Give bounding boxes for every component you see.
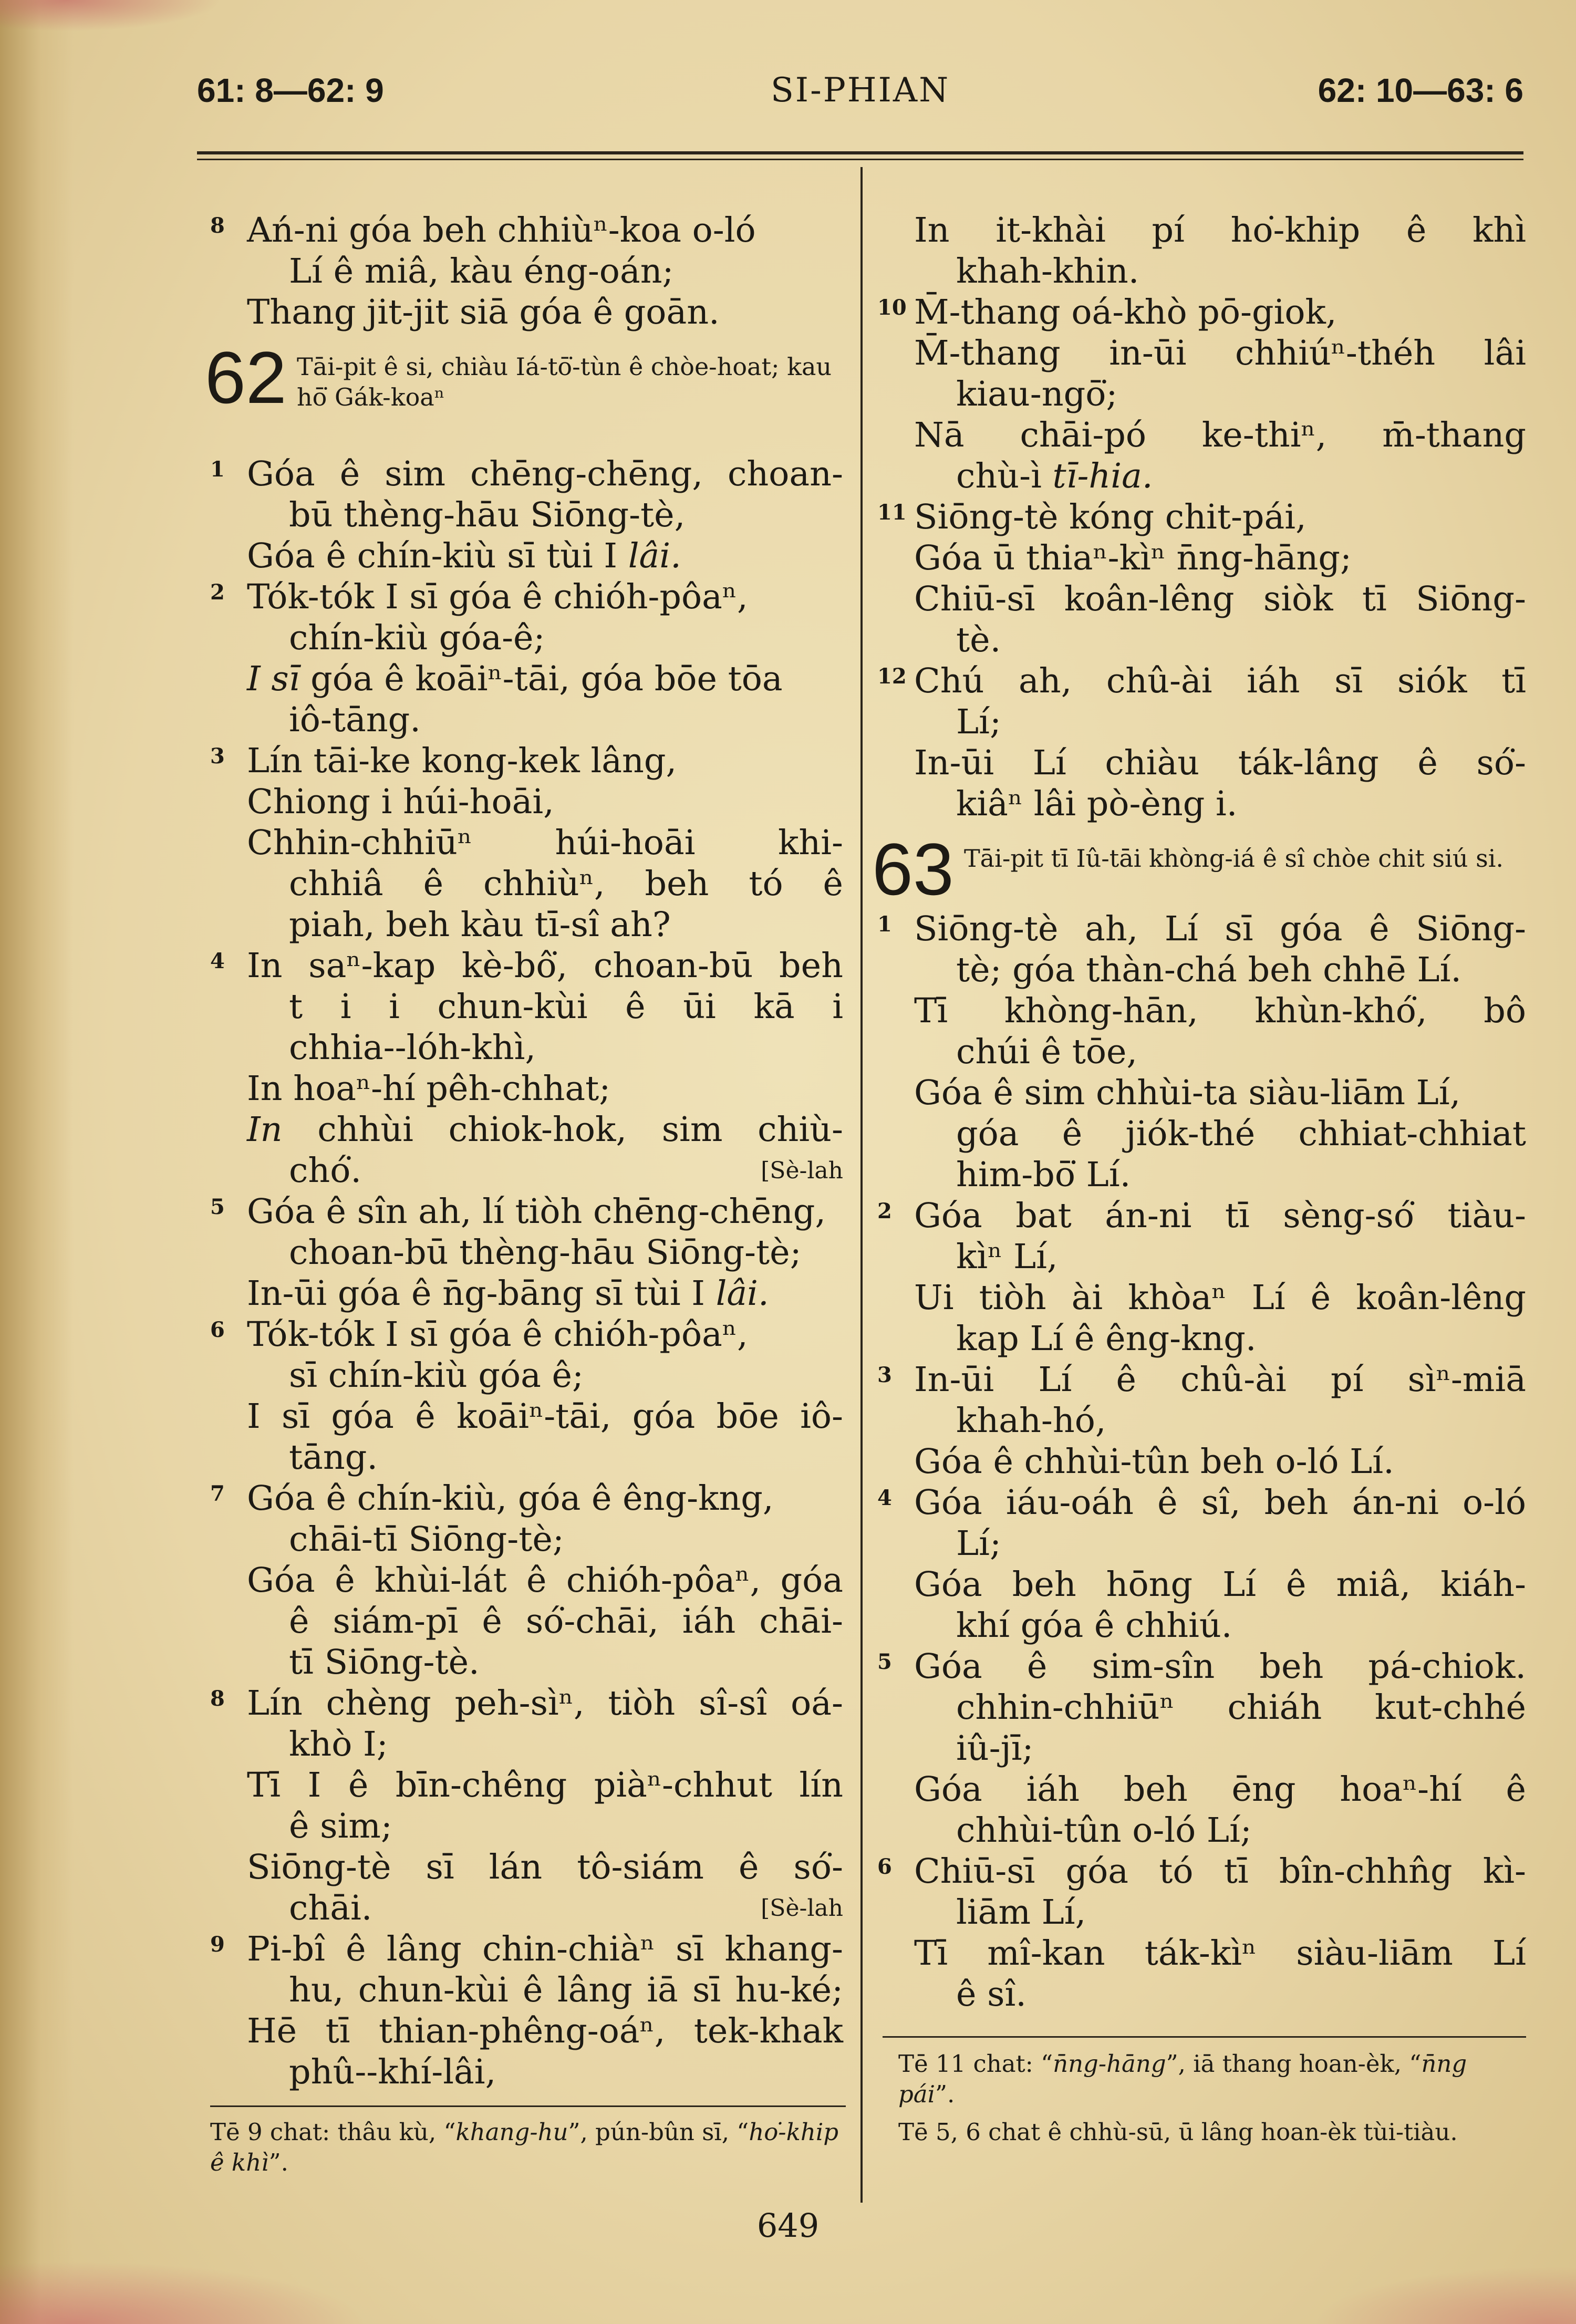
chapter-63-heading <box>872 828 1526 910</box>
verse-number: 10 <box>877 295 907 320</box>
verse-line: In chhùi chiok-hok, sim chiù- <box>247 1110 843 1149</box>
verse-number: 6 <box>877 1854 892 1879</box>
verse-line: Góa ū thiaⁿ-kìⁿ n̄ng-hāng; <box>914 538 1352 578</box>
verse-62-1 <box>210 454 843 577</box>
page-stain <box>0 2261 368 2324</box>
verse-line: Chhin-chhiūⁿ húi-hoāi khi- <box>247 823 843 863</box>
verse-line: sī chín-kiù góa ê; <box>289 1356 584 1395</box>
running-header <box>197 71 1523 118</box>
verse-line: Góa ê sîn ah, lí tiòh chēng-chēng, <box>247 1192 826 1231</box>
verse-63-3 <box>877 1360 1526 1482</box>
verse-line: kiau-ngō͘; <box>956 375 1118 414</box>
verse-number: 5 <box>210 1195 225 1219</box>
verse-line: Siōng-tè kóng chit-pái, <box>914 497 1307 537</box>
verse-line: Pi-bî ê lâng chin-chiàⁿ sī khang- <box>247 1929 843 1969</box>
verse-line: Tī I ê bīn-chêng piàⁿ-chhut lín <box>247 1766 843 1805</box>
verse-line: tāng. <box>289 1438 378 1477</box>
verse-line: I sī góa ê koāiⁿ-tāi, góa bōe tōa <box>247 659 783 699</box>
footnote-right-2: Tē 5, 6 chat ê chhù-sū, ū lâng hoan-èk tùi-tiàu. <box>898 2118 1458 2146</box>
verse-line: iû-jī; <box>956 1729 1034 1768</box>
verse-line: chāi-tī Siōng-tè; <box>289 1520 564 1559</box>
chapter-62-heading <box>205 336 843 454</box>
verse-line: chhiâ ê chhiùⁿ, beh tó ê <box>289 864 843 904</box>
verse-line: chúi ê tōe, <box>956 1032 1138 1072</box>
verse-62-6 <box>210 1314 843 1478</box>
verse-63-4 <box>877 1482 1526 1646</box>
selah-mark: [Sè-lah <box>761 1895 843 1922</box>
verse-line: khah-khin. <box>956 252 1139 291</box>
verse-line: Lín chèng peh-sìⁿ, tiòh sî-sî oá- <box>247 1684 843 1723</box>
verse-line: phû--khí-lâi, <box>289 2052 496 2092</box>
verse-line: iô-tāng. <box>289 700 421 740</box>
verse-line: Lí ê miâ, kàu éng-oán; <box>289 252 674 291</box>
verse-line: I sī góa ê koāiⁿ-tāi, góa bōe iô- <box>247 1397 843 1436</box>
verse-line: Tī khòng-hān, khùn-khó͘, bô <box>914 991 1526 1031</box>
verse-line: kap Lí ê êng-kng. <box>956 1319 1257 1358</box>
verse-line: In-ūi Lí ê chû-ài pí sìⁿ-miā <box>914 1360 1526 1399</box>
page-number: 649 <box>756 2206 820 2245</box>
verse-line: In-ūi Lí chiàu ták-lâng ê só͘- <box>914 743 1526 783</box>
verse-line: t i i chun-kùi ê ūi kā i <box>289 987 843 1026</box>
footnote-right-1: Tē 11 chat: “n̄ng-hāng”, iā thang hoan-èk, “n̄ng pái”. <box>898 2050 1467 2108</box>
verse-number: 4 <box>210 949 225 973</box>
verse-line: Chiū-sī góa tó tī bîn-chhn̂g kì- <box>914 1852 1526 1891</box>
verse-line: choan-bū thèng-hāu Siōng-tè; <box>289 1233 802 1272</box>
verse-number: 7 <box>210 1481 225 1506</box>
verse-line: Siōng-tè sī lán tô-siám ê só͘- <box>247 1848 843 1887</box>
verse-number: 5 <box>877 1649 892 1674</box>
verse-line: Góa bat án-ni tī sèng-só͘ tiàu- <box>914 1196 1526 1236</box>
header-range-left: 61: 8—62: 9 <box>197 71 384 109</box>
verse-line: Ań-ni góa beh chhiùⁿ-koa o-ló <box>247 211 756 250</box>
chapter-superscription: Tāi-pit ê si, chiàu Iá-tō͘-tùn ê chòe-hoat; kau hō͘ Gák-koaⁿ <box>297 352 832 411</box>
verse-line: Góa ê sim-sîn beh pá-chiok. <box>914 1647 1526 1686</box>
verse-line: Ui tiòh ài khòaⁿ Lí ê koân-lêng <box>914 1278 1526 1317</box>
verse-line: In hoaⁿ-hí pêh-chhat; <box>247 1069 611 1108</box>
verse-62-12 <box>877 661 1526 825</box>
verse-line: Góa ê sim chhùi-ta siàu-liām Lí, <box>914 1073 1461 1113</box>
page-stain <box>0 0 221 32</box>
verse-63-2 <box>877 1196 1526 1360</box>
footnote-rule <box>883 2036 1526 2038</box>
verse-line: Chú ah, chû-ài iáh sī siók tī <box>914 661 1526 701</box>
verse-61-8 <box>210 210 843 333</box>
verse-line: ê sim; <box>289 1807 392 1846</box>
verse-62-5 <box>210 1191 843 1314</box>
verse-line: Thang jit-jit siā góa ê goān. <box>247 293 720 332</box>
verse-number: 12 <box>877 664 907 689</box>
verse-line: Lín tāi-ke kong-kek lâng, <box>247 741 677 781</box>
header-rule <box>197 151 1523 154</box>
verse-line: Nā chāi-pó ke-thiⁿ, m̄-thang <box>914 416 1526 455</box>
verse-number: 11 <box>877 500 907 525</box>
verse-line: chó͘. [Sè-lah <box>289 1151 843 1190</box>
verse-62-3 <box>210 741 843 946</box>
verse-line: tè. <box>956 620 1001 660</box>
verse-number: 6 <box>210 1317 225 1342</box>
verse-line: chhin-chhiūⁿ chiáh kut-chhé <box>956 1688 1526 1727</box>
verse-63-1 <box>877 909 1526 1196</box>
verse-63-5 <box>877 1646 1526 1851</box>
verse-line: Góa beh hōng Lí ê miâ, kiáh- <box>914 1565 1526 1604</box>
verse-line: chāi. [Sè-lah <box>289 1889 843 1928</box>
verse-line: Hē tī thian-phêng-oáⁿ, tek-khak <box>247 2011 843 2051</box>
verse-62-8 <box>210 1683 843 1929</box>
verse-line: kìⁿ Lí, <box>956 1237 1058 1277</box>
footnote-left: Tē 9 chat: thâu kù, “khang-hu”, pún-bûn sī, “ho͘-khip ê khì”. <box>210 2118 839 2176</box>
verse-number: 2 <box>877 1199 892 1223</box>
verse-line: chù-ì tī-hia. <box>956 456 1153 496</box>
verse-line: góa ê jiók-thé chhiat-chhiat <box>956 1114 1526 1154</box>
verse-line: him-bō͘ Lí. <box>956 1155 1131 1195</box>
chapter-number: 62 <box>205 336 287 419</box>
verse-line: chhùi-tûn o-ló Lí; <box>956 1811 1252 1850</box>
verse-line: piah, beh kàu tī-sî ah? <box>289 905 671 945</box>
footnote-rule <box>210 2105 846 2107</box>
verse-62-2 <box>210 577 843 741</box>
verse-line: Góa ê chín-kiù sī tùi I lâi. <box>247 536 681 576</box>
verse-line: khí góa ê chhiú. <box>956 1606 1232 1645</box>
verse-line: Chiong i húi-hoāi, <box>247 782 554 822</box>
verse-62-4 <box>210 946 843 1191</box>
verse-line: In it-khài pí ho͘-khip ê khì <box>914 211 1526 250</box>
verse-number: 8 <box>210 1686 225 1711</box>
verse-line: tī Siōng-tè. <box>289 1643 480 1682</box>
verse-line: M̄-thang oá-khò pō-giok, <box>914 293 1337 332</box>
verse-number: 1 <box>877 912 892 937</box>
verse-line: Tók-tók I sī góa ê chióh-pôaⁿ, <box>247 1315 748 1354</box>
page-stain <box>1313 2266 1576 2324</box>
verse-number: 3 <box>210 744 225 769</box>
verse-line: Góa iáh beh ēng hoaⁿ-hí ê <box>914 1770 1526 1809</box>
verse-line: ê siám-pī ê só͘-chāi, iáh chāi- <box>289 1602 843 1641</box>
verse-line: bū thèng-hāu Siōng-tè, <box>289 495 686 535</box>
verse-63-6 <box>877 1851 1526 2015</box>
chapter-superscription: Tāi-pit tī Iû-tāi khòng-iá ê sî chòe chit siú si. <box>964 844 1504 873</box>
verse-line: Góa ê chhùi-tûn beh o-ló Lí. <box>914 1442 1394 1481</box>
verse-62-10 <box>877 292 1526 497</box>
verse-62-9 <box>210 1929 843 2093</box>
verse-line: Chiū-sī koân-lêng siòk tī Siōng- <box>914 579 1526 619</box>
verse-line: hu, chun-kùi ê lâng iā sī hu-ké; <box>289 1970 843 2010</box>
verse-line: chhia--lóh-khì, <box>289 1028 536 1067</box>
verse-line: chín-kiù góa-ê; <box>289 618 545 658</box>
verse-number: 1 <box>210 457 225 482</box>
verse-line: Tī mî-kan ták-kìⁿ siàu-liām Lí <box>914 1934 1526 1973</box>
verse-62-11 <box>877 497 1526 661</box>
verse-line: Góa iáu-oáh ê sî, beh án-ni o-ló <box>914 1483 1526 1522</box>
verse-line: liām Lí, <box>956 1893 1086 1932</box>
header-book-title: SI-PHIAN <box>770 71 950 110</box>
header-range-right: 62: 10—63: 6 <box>1318 71 1523 109</box>
verse-line: In-ūi góa ê n̄g-bāng sī tùi I lâi. <box>247 1274 769 1313</box>
verse-line: In saⁿ-kap kè-bô͘, choan-bū beh <box>247 946 843 985</box>
verse-line: M̄-thang in-ūi chhiúⁿ-théh lâi <box>914 334 1526 373</box>
verse-number: 9 <box>210 1932 225 1957</box>
verse-number: 4 <box>877 1486 892 1510</box>
verse-line: Lí; <box>956 1524 1001 1563</box>
verse-number: 3 <box>877 1363 892 1387</box>
verse-62-7 <box>210 1478 843 1683</box>
verse-line: Lí; <box>956 702 1001 742</box>
verse-line: ê sî. <box>956 1975 1027 2014</box>
verse-line: Siōng-tè ah, Lí sī góa ê Siōng- <box>914 909 1526 949</box>
left-column <box>205 210 843 2093</box>
right-column <box>872 210 1526 2015</box>
column-divider <box>860 167 863 2203</box>
verse-line: khò I; <box>289 1725 388 1764</box>
selah-mark: [Sè-lah <box>761 1157 843 1184</box>
header-rule <box>197 159 1523 160</box>
verse-line: khah-hó, <box>956 1401 1106 1440</box>
verse-line: Góa ê sim chēng-chēng, choan- <box>247 454 843 494</box>
verse-line: tè; góa thàn-chá beh chhē Lí. <box>956 950 1462 990</box>
chapter-number: 63 <box>872 828 954 910</box>
verse-line: Góa ê chín-kiù, góa ê êng-kng, <box>247 1479 774 1518</box>
verse-number: 8 <box>210 213 225 238</box>
book-spine-shadow <box>0 0 74 2324</box>
verse-62-9-cont <box>877 210 1526 292</box>
verse-line: Tók-tók I sī góa ê chióh-pôaⁿ, <box>247 577 748 617</box>
verse-line: kiâⁿ lâi pò-èng i. <box>956 784 1238 824</box>
verse-line: Góa ê khùi-lát ê chióh-pôaⁿ, góa <box>247 1561 843 1600</box>
verse-number: 2 <box>210 580 225 605</box>
